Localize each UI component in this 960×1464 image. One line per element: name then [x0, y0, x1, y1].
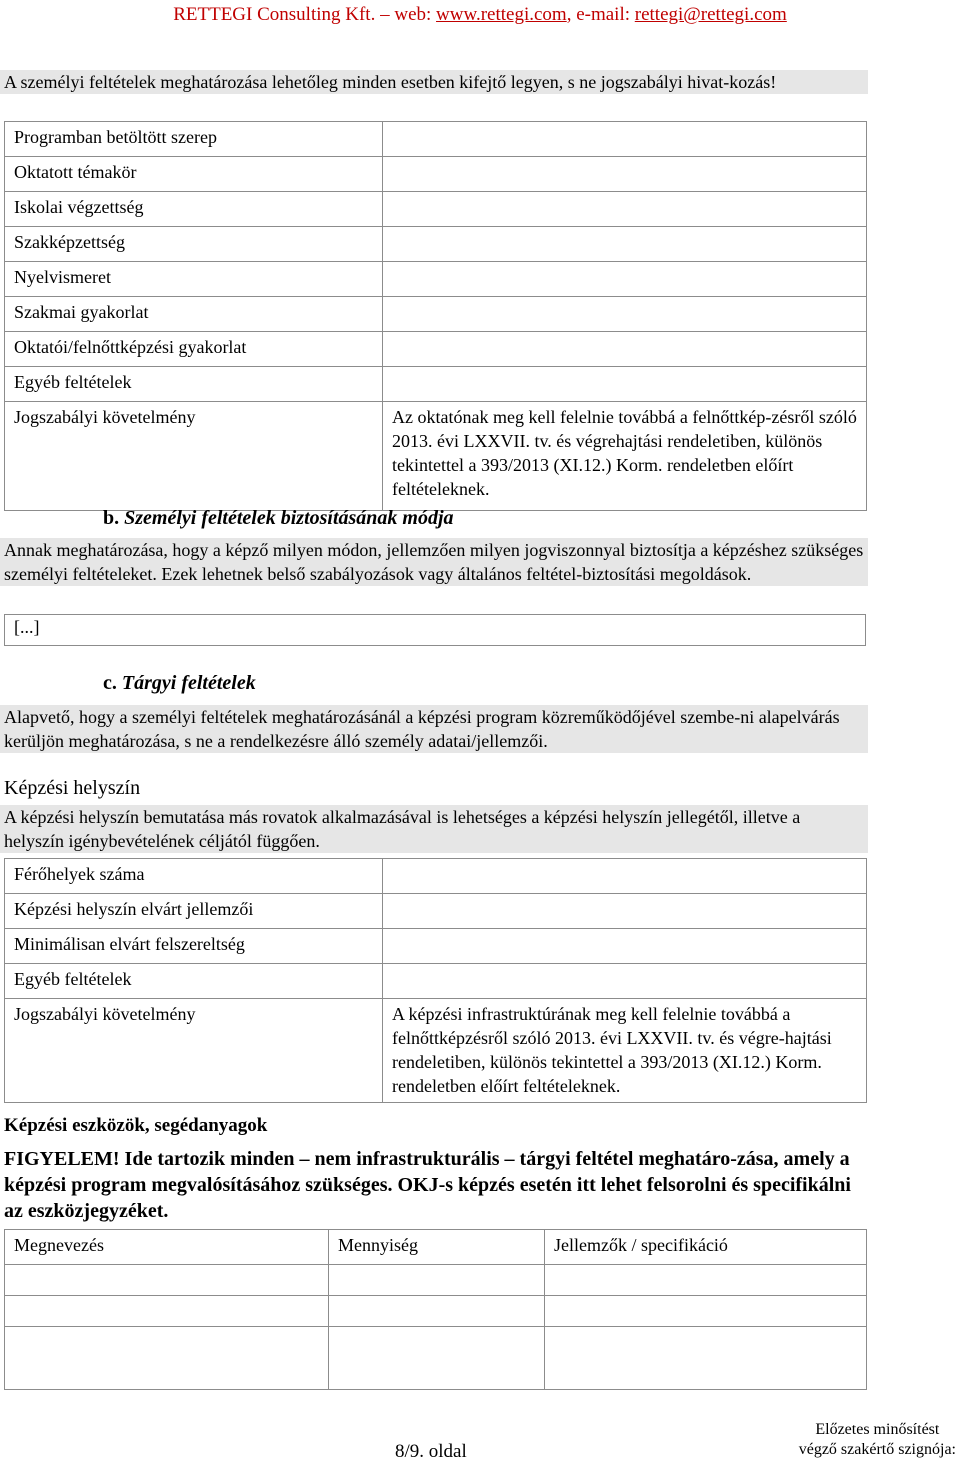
section-b-box	[4, 614, 866, 646]
company-name: RETTEGI Consulting Kft.	[173, 4, 376, 25]
section-c-heading: c. Tárgyi feltételek	[103, 672, 256, 694]
row-value[interactable]	[383, 964, 867, 999]
table-row	[5, 964, 867, 999]
column-header: Jellemzők / specifikáció	[545, 1230, 867, 1265]
table-cell[interactable]	[545, 1327, 867, 1390]
row-value[interactable]	[383, 157, 867, 192]
table-row	[5, 227, 867, 262]
row-value[interactable]	[383, 367, 867, 402]
row-value[interactable]	[383, 332, 867, 367]
row-label: Képzési helyszín elvárt jellemzői	[5, 894, 383, 929]
table-row	[5, 929, 867, 964]
table-cell[interactable]	[329, 1265, 545, 1296]
web-link[interactable]: www.rettegi.com	[436, 4, 567, 25]
signature-label: Előzetes minősítést végző szakértő szignója:	[798, 1421, 956, 1458]
row-label: Jogszabályi követelmény	[5, 402, 383, 511]
web-label: web:	[394, 4, 432, 25]
table-row	[5, 367, 867, 402]
row-label: Nyelvismeret	[5, 262, 383, 297]
email-link[interactable]: rettegi@rettegi.com	[634, 4, 787, 25]
row-label: Egyéb feltételek	[5, 367, 383, 402]
row-label: Oktatott témakör	[5, 157, 383, 192]
table-row	[5, 122, 867, 157]
table-row	[5, 894, 867, 929]
row-value[interactable]	[383, 192, 867, 227]
row-label: Jogszabályi követelmény	[5, 999, 383, 1103]
table-cell[interactable]	[545, 1296, 867, 1327]
table-row	[5, 297, 867, 332]
row-label: Minimálisan elvárt felszereltség	[5, 929, 383, 964]
row-label: Iskolai végzettség	[5, 192, 383, 227]
personal-conditions-table	[4, 121, 867, 511]
row-value[interactable]	[383, 894, 867, 929]
row-value[interactable]	[383, 262, 867, 297]
row-label: Egyéb feltételek	[5, 964, 383, 999]
table-row	[5, 1265, 867, 1296]
column-header: Megnevezés	[5, 1230, 329, 1265]
table-row	[5, 332, 867, 367]
row-value[interactable]: Az oktatónak meg kell felelnie továbbá a felnőttkép-zésről szóló 2013. évi LXXVII. tv. és végrehajtási rendeletiben, különös tekintettel a 393/2013 (XI.12.) Korm. rendeletben előírt feltételeknek.	[383, 402, 867, 511]
table-row	[5, 999, 867, 1103]
table-cell[interactable]	[5, 1296, 329, 1327]
location-heading: Képzési helyszín	[4, 777, 141, 799]
row-label: Oktatói/felnőttképzési gyakorlat	[5, 332, 383, 367]
table-cell[interactable]	[545, 1265, 867, 1296]
intro-note: A személyi feltételek meghatározása lehetőleg minden esetben kifejtő legyen, s ne jogszabályi hivat-kozás!	[0, 70, 868, 94]
section-b-box-cell[interactable]: [...]	[5, 615, 866, 646]
table-row	[5, 192, 867, 227]
page-number: 8/9. oldal	[395, 1441, 467, 1462]
row-value[interactable]	[383, 859, 867, 894]
location-note: A képzési helyszín bemutatása más rovatok alkalmazásával is lehetséges a képzési helyszín jellegétől, illetve a helyszín igénybevételének céljától függően.	[0, 805, 868, 853]
email-label: e-mail:	[576, 4, 631, 25]
table-row	[5, 1327, 867, 1390]
row-value[interactable]	[383, 297, 867, 332]
table-row	[5, 859, 867, 894]
location-table	[4, 858, 867, 1103]
row-value[interactable]	[383, 227, 867, 262]
row-label: Szakképzettség	[5, 227, 383, 262]
section-b-note: Annak meghatározása, hogy a képző milyen módon, jellemzően milyen jogviszonnyal biztosítja a képzéshez szükséges személyi feltételeket. Ezek lehetnek belső szabályozások vagy általános feltétel-biztosítási megoldások.	[0, 538, 868, 586]
table-cell[interactable]	[5, 1327, 329, 1390]
table-cell[interactable]	[329, 1296, 545, 1327]
table-row	[5, 1296, 867, 1327]
row-label: Férőhelyek száma	[5, 859, 383, 894]
tools-table	[4, 1229, 867, 1390]
section-c-note: Alapvető, hogy a személyi feltételek meghatározásánál a képzési program közreműködőjével szembe-ni alapelvárás kerüljön meghatározása, s ne a rendelkezésre álló személy adatai/jellemzői.	[0, 705, 868, 753]
table-row	[5, 262, 867, 297]
row-value[interactable]	[383, 122, 867, 157]
section-b-heading: b. Személyi feltételek biztosításának módja	[103, 507, 454, 529]
tools-heading: Képzési eszközök, segédanyagok	[4, 1115, 268, 1136]
table-cell[interactable]	[5, 1265, 329, 1296]
row-label: Programban betöltött szerep	[5, 122, 383, 157]
row-label: Szakmai gyakorlat	[5, 297, 383, 332]
row-value[interactable]	[383, 929, 867, 964]
table-row	[5, 402, 867, 511]
row-value[interactable]: A képzési infrastruktúrának meg kell felelnie továbbá a felnőttképzésről szóló 2013. évi LXXVII. tv. és végre-hajtási rendeletiben, különös tekintettel a 393/2013 (XI.12.) Korm. rendeletben előírt feltételeknek.	[383, 999, 867, 1103]
column-header: Mennyiség	[329, 1230, 545, 1265]
page-header: RETTEGI Consulting Kft. – web: www.rettegi.com, e-mail: rettegi@rettegi.com	[173, 4, 787, 25]
table-row	[5, 157, 867, 192]
tools-warning: FIGYELEM! Ide tartozik minden – nem infrastrukturális – tárgyi feltétel meghatáro-zása, amely a képzési program megvalósításához szükséges. OKJ-s képzés esetén itt lehet felsorolni és specifikálni az eszközjegyzéket.	[4, 1148, 851, 1222]
table-cell[interactable]	[329, 1327, 545, 1390]
